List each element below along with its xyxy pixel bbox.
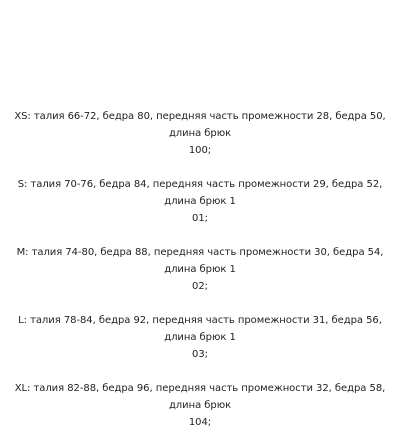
size-entry-s bbox=[12, 176, 388, 227]
size-entry-m-line-1: M: талия 74-80, бедра 88, передняя часть промежности 30, бедра 54, длина брюк 1 bbox=[16, 247, 384, 275]
size-entry-m bbox=[12, 244, 388, 295]
size-entry-s-line-1: S: талия 70-76, бедра 84, передняя часть промежности 29, бедра 52, длина брюк 1 bbox=[17, 179, 383, 207]
size-entry-s-line-2: 01; bbox=[192, 213, 208, 224]
size-entry-l-line-2: 03; bbox=[192, 349, 208, 360]
size-entry-xs bbox=[12, 108, 388, 159]
size-entry-l bbox=[12, 312, 388, 363]
size-entry-xl-line-2: 104; bbox=[188, 417, 212, 428]
size-chart bbox=[0, 108, 400, 448]
size-entry-l-line-1: L: талия 78-84, бедра 92, передняя часть промежности 31, бедра 56, длина брюк 1 bbox=[18, 315, 382, 343]
size-entry-m-line-2: 02; bbox=[192, 281, 208, 292]
size-entry-xs-line-2: 100; bbox=[188, 145, 212, 156]
size-entry-xl bbox=[12, 380, 388, 431]
size-entry-xl-line-1: XL: талия 82-88, бедра 96, передняя часть промежности 32, бедра 58, длина брюк bbox=[14, 383, 386, 411]
size-entry-xs-line-1: XS: талия 66-72, бедра 80, передняя часть промежности 28, бедра 50, длина брюк bbox=[14, 111, 386, 139]
